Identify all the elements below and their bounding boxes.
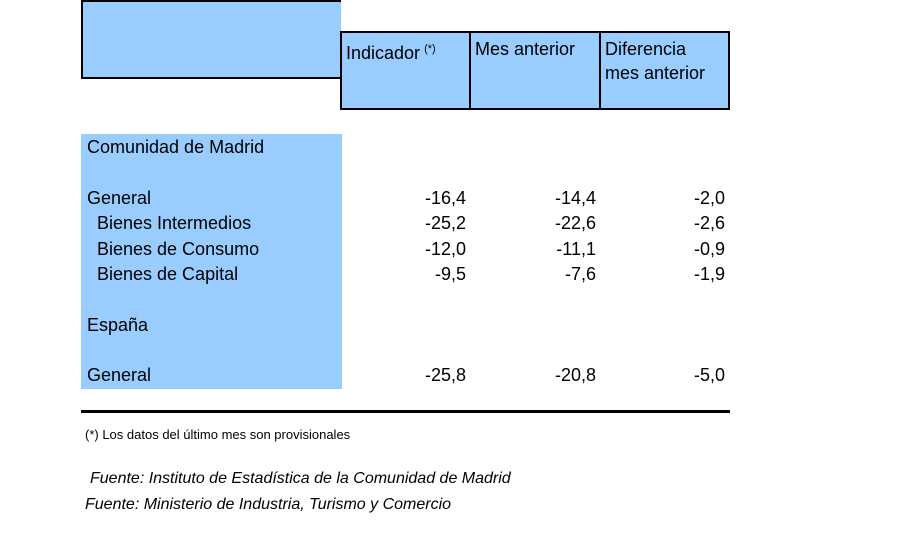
- table-row: [81, 186, 730, 210]
- indicator-value: -12,0: [424, 239, 466, 259]
- row-label: Bienes Intermedios: [97, 213, 252, 233]
- difference-value: -5,0: [693, 365, 725, 385]
- header-difference-line1: Diferencia: [605, 39, 687, 59]
- table-bottom-rule: [81, 410, 730, 413]
- row-label: General: [87, 365, 152, 385]
- header-previous-month-label: Mes anterior: [475, 39, 576, 59]
- indicator-value: -25,8: [424, 365, 466, 385]
- section-title-row: [81, 135, 730, 159]
- table-row: [81, 237, 730, 261]
- source-line: Fuente: Instituto de Estadística de la Comunidad de Madrid: [90, 470, 511, 487]
- previous-month-value: -7,6: [564, 264, 596, 284]
- header-indicator: [340, 31, 470, 110]
- header-indicator-label: Indicador: [346, 43, 421, 63]
- section-title: Comunidad de Madrid: [87, 137, 265, 157]
- previous-month-value: -22,6: [554, 213, 596, 233]
- header-previous-month: [469, 31, 599, 110]
- header-difference: [599, 31, 730, 110]
- indicator-value: -9,5: [434, 264, 466, 284]
- table-row: [81, 363, 730, 387]
- source-line: Fuente: Ministerio de Industria, Turismo y Comercio: [85, 496, 452, 513]
- row-label: Bienes de Consumo: [97, 239, 260, 259]
- previous-month-value: -11,1: [556, 239, 596, 259]
- section-title-row: [81, 313, 730, 337]
- header-indicator-footnote-mark: (*): [424, 43, 436, 55]
- difference-value: -2,0: [693, 188, 725, 208]
- row-label: Bienes de Capital: [97, 264, 239, 284]
- indicator-value: -25,2: [424, 213, 466, 233]
- table-row: [81, 262, 730, 286]
- indicator-value: -16,4: [424, 188, 466, 208]
- header-label-cell: [81, 0, 341, 79]
- table-row: [81, 211, 730, 235]
- difference-value: -1,9: [693, 264, 725, 284]
- difference-value: -0,9: [693, 239, 725, 259]
- footnote: (*) Los datos del último mes son provisionales: [85, 427, 351, 442]
- previous-month-value: -20,8: [554, 365, 596, 385]
- header-difference-line2: mes anterior: [605, 63, 706, 83]
- difference-value: -2,6: [693, 213, 725, 233]
- row-label: General: [87, 188, 152, 208]
- previous-month-value: -14,4: [554, 188, 596, 208]
- section-title: España: [87, 315, 149, 335]
